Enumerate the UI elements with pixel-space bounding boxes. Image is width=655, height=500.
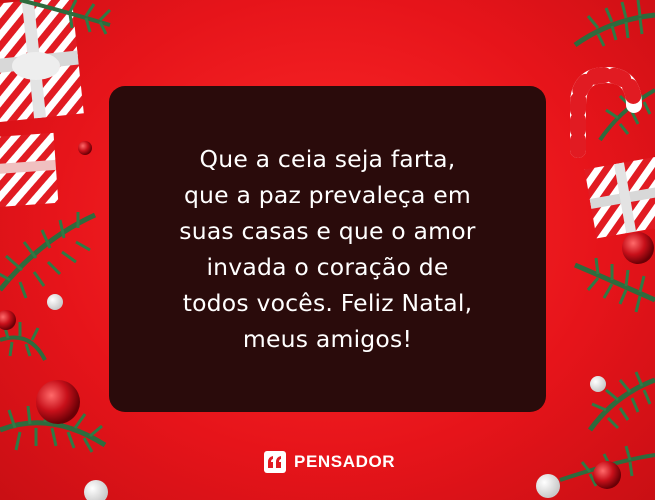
quote-text xyxy=(179,141,475,357)
gift-box-left xyxy=(0,133,58,207)
gift-box-right xyxy=(585,156,655,239)
quote-line: Que a ceia seja farta, xyxy=(199,145,456,173)
pearl-ornament-bottom-right xyxy=(536,474,560,498)
brand-logo xyxy=(264,449,395,475)
quote-marks-icon xyxy=(264,451,286,473)
quote-line: meus amigos! xyxy=(242,325,413,353)
quote-card xyxy=(109,86,546,412)
red-ornament-bottom-right xyxy=(593,461,621,489)
pearl-ornament-right xyxy=(590,376,606,392)
red-ornament-right xyxy=(622,232,654,264)
brand-name: PENSADOR xyxy=(294,452,396,471)
quote-line: que a paz prevaleça em xyxy=(183,181,472,209)
quote-line: invada o coração de xyxy=(206,253,449,281)
pearl-ornament-bottom-left xyxy=(84,480,108,500)
red-ornament-left xyxy=(36,380,80,424)
quote-line: suas casas e que o amor xyxy=(179,217,476,245)
small-red-ornament-left xyxy=(0,310,16,330)
quote-line: todos vocês. Feliz Natal, xyxy=(182,289,473,317)
pearl-ornament-left xyxy=(47,294,63,310)
berry-ornament-left xyxy=(78,141,92,155)
